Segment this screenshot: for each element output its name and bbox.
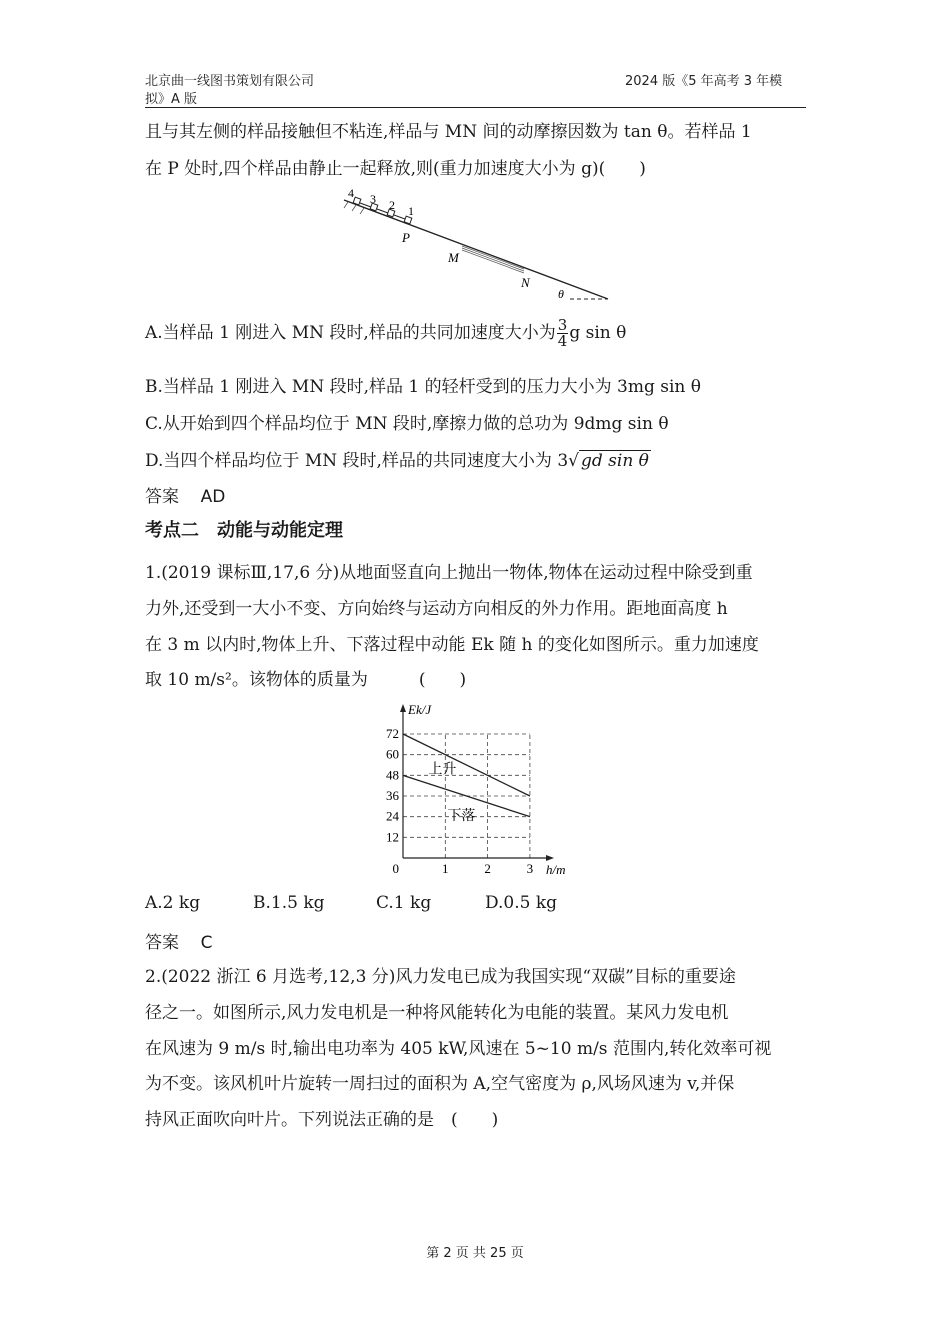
incline-surface xyxy=(344,200,608,299)
q2-line-4: 为不变。该风机叶片旋转一周扫过的面积为 A,空气密度为 ρ,风场风速为 v,并保 xyxy=(145,1074,735,1094)
q1-line-1: 1.(2019 课标Ⅲ,17,6 分)从地面竖直向上抛出一物体,物体在运动过程中除受到重 xyxy=(145,563,753,583)
series-label-rising: 上升 xyxy=(428,762,457,778)
y-tick-48: 48 xyxy=(386,767,399,783)
header-edition-suffix: 拟》A 版 xyxy=(145,92,198,107)
q1-option-b: B.1.5 kg xyxy=(253,893,325,913)
sample-label-2: 2 xyxy=(389,198,395,212)
x-tick-2: 2 xyxy=(484,861,491,876)
x-tick-3: 3 xyxy=(526,861,534,876)
incline-figure xyxy=(340,184,610,302)
q-prev-option-a: A.当样品 1 刚进入 MN 段时,样品的共同加速度大小为 $\frac{3}{4}$ g sin θ xyxy=(145,316,627,350)
sqrt-expression: gd sin θ xyxy=(580,451,649,471)
q-prev-line-2: 在 P 处时,四个样品由静止一起释放,则(重力加速度大小为 g)( ) xyxy=(145,159,646,179)
q2-line-2: 径之一。如图所示,风力发电机是一种将风能转化为电能的装置。某风力发电机 xyxy=(145,1003,729,1023)
header-divider xyxy=(145,107,806,108)
header-book-title: 2024 版《5 年高考 3 年模 xyxy=(625,74,783,89)
x-axis-label: h/m xyxy=(546,862,566,877)
sample-label-1: 1 xyxy=(408,204,414,218)
q-prev-option-b: B.当样品 1 刚进入 MN 段时,样品 1 的轻杆受到的压力大小为 3mg sin θ xyxy=(145,377,702,397)
mn-rough-segment xyxy=(462,246,524,273)
q-prev-line-1: 且与其左侧的样品接触但不粘连,样品与 MN 间的动摩擦因数为 tan θ。若样品 1 xyxy=(145,122,752,142)
point-m-label: M xyxy=(448,250,459,265)
y-tick-60: 60 xyxy=(386,746,399,762)
series-label-falling: 下落 xyxy=(447,809,476,825)
q1-line-4: 取 10 m/s²。该物体的质量为 ( ) xyxy=(145,670,467,690)
section-title: 考点二 动能与动能定理 xyxy=(145,520,343,541)
page-footer: 第 2 页 共 25 页 xyxy=(426,1246,524,1261)
angle-label: θ xyxy=(558,287,564,301)
sample-4 xyxy=(353,197,361,205)
q2-line-5: 持风正面吹向叶片。下列说法正确的是 ( ) xyxy=(145,1110,499,1130)
fraction-three-quarters: $\frac{3}{4}$ xyxy=(557,316,568,350)
q1-option-c: C.1 kg xyxy=(376,893,432,913)
q1-line-3: 在 3 m 以内时,物体上升、下落过程中动能 Ek 随 h 的变化如图所示。重力加速度 xyxy=(145,635,759,655)
point-p-label: P xyxy=(402,230,410,245)
q1-option-d: D.0.5 kg xyxy=(485,893,558,913)
point-n-label: N xyxy=(521,275,530,290)
origin-label: 0 xyxy=(392,861,399,876)
sample-label-3: 3 xyxy=(370,192,376,206)
ek-h-chart xyxy=(378,700,578,880)
y-tick-12: 12 xyxy=(386,829,399,845)
y-tick-72: 72 xyxy=(386,726,399,741)
q-prev-answer: 答案 AD xyxy=(145,487,226,507)
sample-label-4: 4 xyxy=(348,186,354,200)
y-tick-36: 36 xyxy=(386,788,399,803)
y-axis-arrow xyxy=(400,704,406,712)
q1-line-2: 力外,还受到一大小不变、方向始终与运动方向相反的外力作用。距地面高度 h xyxy=(145,599,728,619)
q-prev-option-d: D.当四个样品均位于 MN 段时,样品的共同速度大小为 3√ gd sin θ xyxy=(145,451,649,471)
y-tick-24: 24 xyxy=(386,808,399,824)
q-prev-option-c: C.从开始到四个样品均位于 MN 段时,摩擦力做的总功为 9dmg sin θ xyxy=(145,414,669,434)
q1-answer: 答案 C xyxy=(145,933,213,953)
q2-line-3: 在风速为 9 m/s 时,输出电功率为 405 kW,风速在 5~10 m/s 范围内,转化效率可视 xyxy=(145,1039,772,1059)
q2-line-1: 2.(2022 浙江 6 月选考,12,3 分)风力发电已成为我国实现“双碳”目标的重要途 xyxy=(145,967,736,987)
series-line-rising xyxy=(403,734,530,796)
header-publisher: 北京曲一线图书策划有限公司 xyxy=(145,74,315,89)
q1-option-a: A.2 kg xyxy=(145,893,201,913)
y-axis-label: Ek/J xyxy=(408,702,432,717)
x-tick-1: 1 xyxy=(442,861,449,876)
x-axis-arrow xyxy=(546,855,554,861)
